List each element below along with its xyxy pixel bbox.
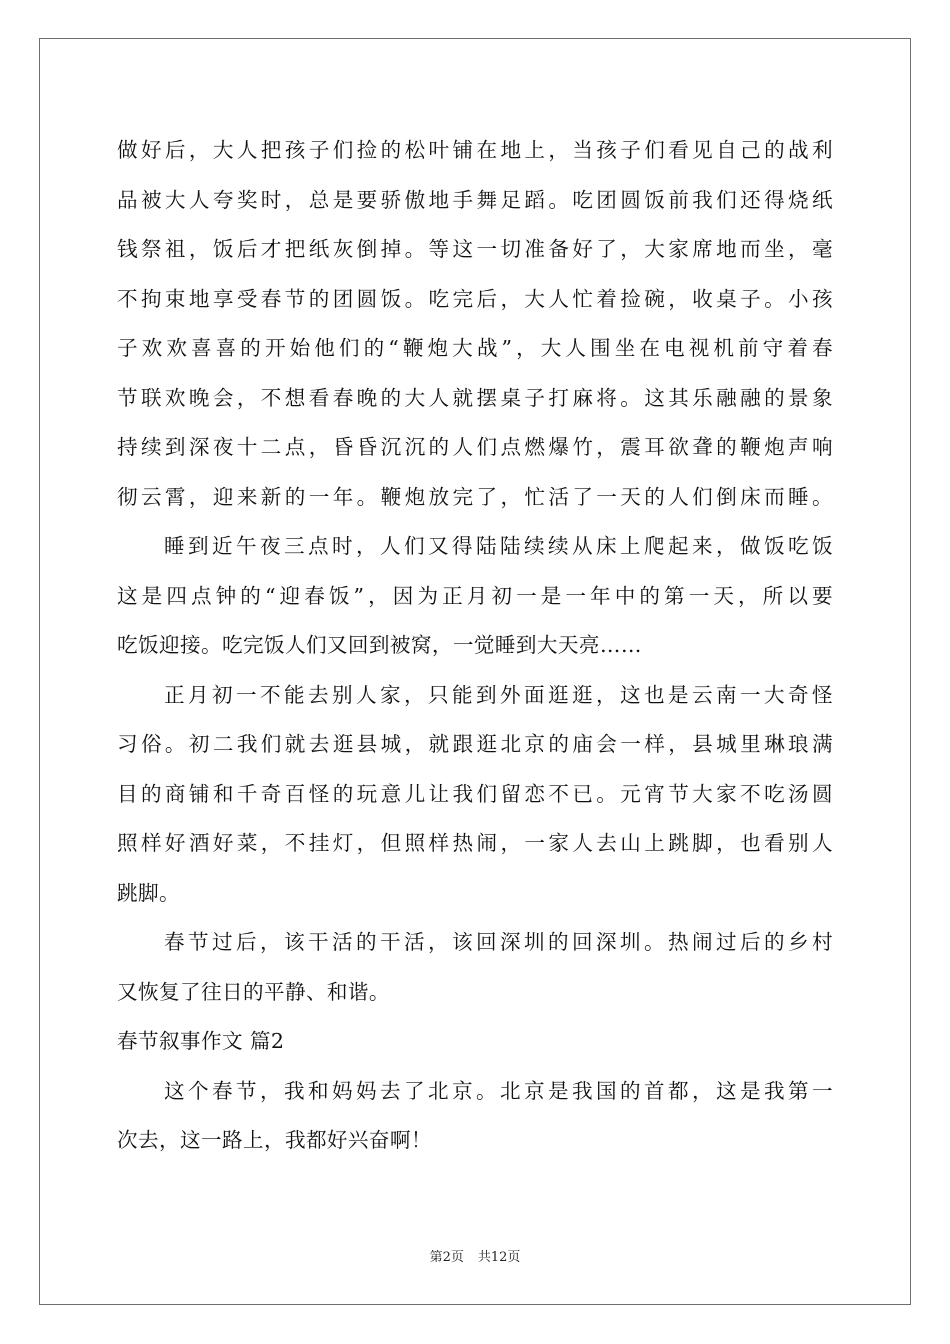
paragraph-start-line: 正月初一不能去别人家，只能到外面逛逛，这也是云南一大奇怪 [164, 682, 833, 707]
page-number: 第2页 [429, 1250, 464, 1265]
text-line: 这是四点钟的“迎春饭”，因为正月初一是一年中的第一天，所以要 [117, 583, 833, 608]
text-line: 子欢欢喜喜的开始他们的“鞭炮大战”，大人围坐在电视机前守着春 [117, 336, 833, 360]
page-total: 共12页 [477, 1250, 521, 1265]
page-footer [0, 1246, 950, 1265]
text-line: 彻云霄，迎来新的一年。鞭炮放完了，忙活了一天的人们倒床而睡。 [117, 484, 833, 509]
text-line: 节联欢晚会，不想看春晚的大人就摆桌子打麻将。这其乐融融的景象 [117, 385, 833, 410]
text-line: 习俗。初二我们就去逛县城，就跟逛北京的庙会一样，县城里琳琅满 [117, 732, 833, 756]
text-line: 照样好酒好菜，不挂灯，但照样热闹，一家人去山上跳脚，也看别人 [117, 831, 833, 855]
text-line: 做好后，大人把孩子们捡的松叶铺在地上，当孩子们看见自己的战利 [117, 138, 833, 162]
paragraph-start-line: 睡到近午夜三点时，人们又得陆陆续续从床上爬起来，做饭吃饭 [164, 534, 833, 558]
text-line: 吃饭迎接。吃完饭人们又回到被窝，一觉睡到大天亮…… [117, 633, 642, 657]
text-line: 次去，这一路上，我都好兴奋啊！ [117, 1128, 432, 1152]
paragraph-start-line: 这个春节，我和妈妈去了北京。北京是我国的首都，这是我第一 [164, 1078, 833, 1103]
text-line: 又恢复了往日的平静、和谐。 [117, 979, 390, 1004]
text-line: 跳脚。 [117, 880, 180, 905]
section-heading: 春节叙事作文 篇2 [117, 1029, 285, 1053]
document-body [117, 126, 833, 1166]
paragraph-start-line: 春节过后，该干活的干活，该回深圳的回深圳。热闹过后的乡村 [164, 930, 833, 954]
text-line: 不拘束地享受春节的团圆饭。吃完后，大人忙着捡碗，收桌子。小孩 [117, 286, 833, 311]
text-line: 钱祭祖，饭后才把纸灰倒掉。等这一切准备好了，大家席地而坐，毫 [117, 237, 833, 261]
text-line: 持续到深夜十二点，昏昏沉沉的人们点燃爆竹，震耳欲聋的鞭炮声响 [117, 435, 833, 459]
text-line: 目的商铺和千奇百怪的玩意儿让我们留恋不已。元宵节大家不吃汤圆 [117, 781, 833, 806]
text-line: 品被大人夸奖时，总是要骄傲地手舞足蹈。吃团圆饭前我们还得烧纸 [117, 187, 833, 212]
